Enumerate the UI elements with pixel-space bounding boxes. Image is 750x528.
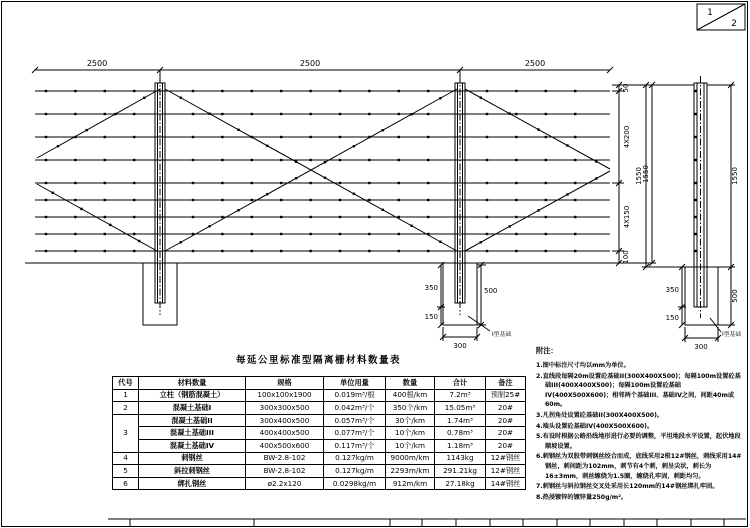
- cell-code: 1: [113, 389, 139, 402]
- cell-code: 5: [113, 465, 139, 478]
- cell-unit: 0.127kg/m: [324, 465, 386, 478]
- drawing-labels: [87, 8, 741, 351]
- cell-material: 绑扎钢丝: [139, 477, 246, 490]
- fence-post-2: [455, 76, 465, 315]
- dim-4x200: 4X200: [623, 125, 631, 149]
- cell-qty: 350个/km: [386, 402, 435, 415]
- dim-100: 100: [622, 250, 630, 264]
- cell-spec: 300x400x500: [246, 414, 324, 427]
- note-item: 4.端头设置砼基础IV(400X500X600)。: [536, 422, 654, 430]
- cell-code: 4: [113, 452, 139, 465]
- cell-total: 1.74m³: [435, 414, 486, 427]
- cell-note: 20#: [486, 427, 526, 440]
- detail-dim-500: 500: [731, 289, 739, 303]
- cell-total: 291.21kg: [435, 465, 486, 478]
- table-row: [113, 477, 526, 490]
- cell-material: 立柱（钢筋混凝土）: [139, 389, 246, 402]
- table-row: [113, 389, 526, 402]
- cell-qty: 912m/km: [386, 477, 435, 490]
- table-row: [113, 465, 526, 478]
- cell-code: 3: [113, 414, 139, 452]
- cell-total: 7.2m³: [435, 389, 486, 402]
- cell-material: 混凝土基础II: [139, 414, 246, 427]
- cell-material: 混凝土基础I: [139, 402, 246, 415]
- cell-unit: 0.077m³/个: [324, 427, 386, 440]
- cell-qty: 400根/km: [386, 389, 435, 402]
- note-item: 5.布设时根据公路沿线地形进行必要的调整，平坦地段水平设置，起伏地段顺坡设置。: [536, 433, 741, 450]
- table-row: [113, 452, 526, 465]
- table-row: [113, 427, 526, 440]
- table-title: 每延公里标准型隔离栅材料数量表: [235, 355, 401, 366]
- cell-note: 预制25#: [486, 389, 526, 402]
- cell-material: 混凝土基础IV: [139, 439, 246, 452]
- cell-spec: BW-2.8-102: [246, 452, 324, 465]
- note-item: 8.热浸镀锌的镀锌量250g/m²。: [536, 493, 628, 501]
- sheet-no-top: 1: [707, 8, 713, 18]
- note-item: 1.图中标注尺寸均以mm为单位。: [536, 362, 630, 369]
- cell-qty: 2293m/km: [386, 465, 435, 478]
- notes-section: [536, 346, 744, 504]
- detail-post-dimensions: [642, 82, 735, 342]
- cell-unit: 0.057m³/个: [324, 414, 386, 427]
- header-material: 材料数量: [139, 377, 246, 390]
- foundation-dimensions-elevation: [437, 262, 490, 341]
- span-dim-3: 2500: [524, 59, 546, 68]
- cell-material: 斜拉刺钢丝: [139, 465, 246, 478]
- header-remark: 备注: [486, 377, 526, 390]
- table-row: [113, 414, 526, 427]
- detail-fnd-type-label: I型基础: [722, 332, 742, 338]
- cell-note: 20#: [486, 439, 526, 452]
- dim-50: 50: [622, 83, 630, 93]
- material-quantity-table: [112, 376, 526, 490]
- fence-wires: [35, 91, 610, 251]
- cell-spec: 400x400x500: [246, 427, 324, 440]
- notes-title: 附注：: [536, 346, 558, 355]
- fnd-dim-350: 350: [424, 284, 438, 292]
- cell-spec: BW-2.8-102: [246, 465, 324, 478]
- detail-dim-350: 350: [665, 286, 679, 294]
- note-item: 7.刺钢丝与斜拉钢丝交叉处采用长120mm的14#钢丝绑扎牢固。: [536, 483, 719, 491]
- fnd-dim-150: 150: [424, 313, 438, 321]
- cell-note: 14#钢丝: [486, 477, 526, 490]
- sheet-no-bottom: 2: [731, 19, 737, 29]
- cell-total: 1.18m³: [435, 439, 486, 452]
- cell-qty: 10个/km: [386, 439, 435, 452]
- detail-dim-300: 300: [694, 343, 708, 351]
- cell-unit: 0.0298kg/m: [324, 477, 386, 490]
- table-header-row: [113, 377, 526, 390]
- detail-dim-150: 150: [665, 314, 679, 322]
- cell-unit: 0.117m³/个: [324, 439, 386, 452]
- cell-material: 刺钢丝: [139, 452, 246, 465]
- header-code: 代号: [113, 377, 139, 390]
- diagonal-brace-wires: [37, 89, 610, 251]
- fnd-dim-500: 500: [484, 287, 498, 295]
- cell-note: 20#: [486, 402, 526, 415]
- header-quantity: 数量: [386, 377, 435, 390]
- detail-dim-1550-left: 1550: [635, 167, 643, 185]
- fnd-dim-300: 300: [453, 342, 467, 350]
- cell-spec: 300x300x500: [246, 402, 324, 415]
- cell-qty: 9000m/km: [386, 452, 435, 465]
- cell-unit: 0.042m³/个: [324, 402, 386, 415]
- sheet-number-box: [697, 4, 745, 30]
- cell-qty: 10个/km: [386, 427, 435, 440]
- cell-unit: 0.019m³/根: [324, 389, 386, 402]
- cell-total: 0.78m³: [435, 427, 486, 440]
- cell-total: 27.18kg: [435, 477, 486, 490]
- cell-code: 2: [113, 402, 139, 415]
- cell-total: 15.05m³: [435, 402, 486, 415]
- fnd-type-label: I型基础: [492, 332, 512, 338]
- cell-spec: 100x100x1900: [246, 389, 324, 402]
- detail-post: [685, 76, 718, 325]
- span-dim-1: 2500: [86, 59, 108, 68]
- cell-qty: 30个/km: [386, 414, 435, 427]
- dim-1550-elevation: 1550: [642, 165, 650, 183]
- cell-unit: 0.127kg/m: [324, 452, 386, 465]
- cell-total: 1143kg: [435, 452, 486, 465]
- cell-material: 混凝土基础III: [139, 427, 246, 440]
- cell-note: 12#钢丝: [486, 452, 526, 465]
- material-table-section: [112, 352, 525, 490]
- table-row: [113, 439, 526, 452]
- detail-dim-1550-right: 1550: [731, 167, 739, 185]
- header-unit-usage: 单位用量: [324, 377, 386, 390]
- dim-4x150: 4X150: [623, 205, 631, 229]
- cell-note: 12#钢丝: [486, 465, 526, 478]
- cell-code: 6: [113, 477, 139, 490]
- fence-post-1: [155, 76, 165, 315]
- note-item: 6.刺钢丝为双股带刺钢丝绞合而成，底线采用2根12#钢丝，刺线采用14#钢丝，刺间距为102mm，刺节有4个刺，刺呈尖状，刺长为16±3mm，刺丝缠绕为1.5圈，缠绕孔牢固，刺距均匀。: [536, 453, 742, 480]
- cell-spec: ø2.2x120: [246, 477, 324, 490]
- title-block-band: [108, 519, 746, 527]
- header-spec: 规格: [246, 377, 324, 390]
- cell-spec: 400x500x600: [246, 439, 324, 452]
- note-item: 3.凡拐角处设置砼基础II(300X400X500)。: [536, 412, 664, 420]
- span-dim-2: 2500: [299, 59, 321, 68]
- top-dimension-line: [32, 67, 613, 79]
- table-row: [113, 402, 526, 415]
- header-total: 合计: [435, 377, 486, 390]
- note-item: 2.直线段每隔20m设置砼基础II(300X400X500)；每隔100m设置砼基础III(400X400X500)；每隔100m设置砼基础IV(400X500X600)；相邻两个基础III、基础IV之间，间距40m或60m。: [536, 372, 741, 409]
- cell-note: 20#: [486, 414, 526, 427]
